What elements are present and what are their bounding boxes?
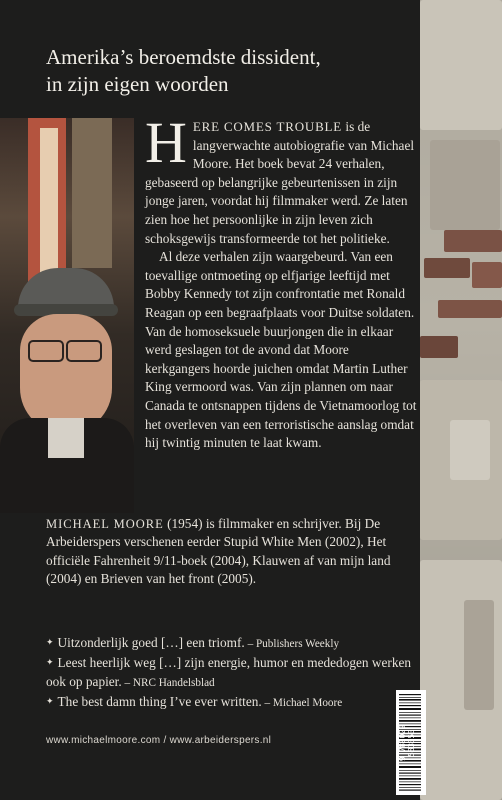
bullet-icon: ✦ <box>46 696 54 707</box>
tagline-line-2: in zijn eigen woorden <box>46 72 229 96</box>
isbn-number: 9 789029 583350 <box>398 724 416 762</box>
quote-source: – Michael Moore <box>261 697 343 710</box>
review-quote <box>46 633 418 653</box>
blurb-title-caps: ERE COMES TROUBLE <box>192 119 343 134</box>
bullet-icon: ✦ <box>46 637 54 647</box>
drop-cap: H <box>145 110 187 175</box>
blurb-paragraph-2: Al deze verhalen zijn waargebeurd. Van een toevallige ontmoeting op elfjarige leeftijd met Bobby Kennedy tot zijn confrontatie met Ronald Reagan op een begraafplaats voor Duitse soldaten. Van de homoseksuele buurjongen die in elkaar werd geslagen tot de avond dat Moore kerkgangers hoorde juichen omdat Martin Luther King vermoord was. Van zijn plannen om naar Canada te ontsnappen tijdens de Vietnamoorlog tot het overleven van een terroristische aanslag omdat hij twintig minuten te laat kwam. <box>145 249 417 451</box>
blurb <box>145 110 417 453</box>
review-quote <box>46 653 418 692</box>
tagline-line-1: Amerika’s beroemdste dissident, <box>46 45 321 69</box>
tagline <box>46 44 416 98</box>
review-quotes <box>46 633 418 713</box>
quote-text: Leest heerlijk weg […] zijn energie, humor en mededogen werken ook op papier. <box>46 655 412 689</box>
bullet-icon: ✦ <box>46 657 54 668</box>
review-quote <box>46 692 418 712</box>
author-bio-text: (1954) is filmmaker en schrijver. Bij De Arbeiderspers verschenen eerder Stupid White Men (2002), Het officiële Fahrenheit 9/11-boek (2004), Klauwen af van mijn land (2004) en Brieven van het front (2005). <box>46 516 391 587</box>
quote-source: – NRC Handelsblad <box>121 676 215 689</box>
blurb-paragraph-1: is de langverwachte autobiografie van Michael Moore. Het boek bevat 24 verhalen, gebaseerd op belangrijke gebeurtenissen in zijn jonge jaren, voordat hij filmmaker werd. Ze laten zien hoe het persoonlijke in zijn leven zich schoksgewijs transformeerde tot het politieke. <box>145 119 415 246</box>
quote-text: The best damn thing I’ve ever written. <box>57 694 262 710</box>
author-bio <box>46 515 418 589</box>
wall-texture-image <box>420 0 502 800</box>
quote-source: – Publishers Weekly <box>244 638 340 650</box>
quote-text: Uitzonderlijk goed […] een triomf. <box>57 635 245 650</box>
author-name: MICHAEL MOORE <box>46 517 164 531</box>
website-urls: www.michaelmoore.com / www.arbeiderspers.nl <box>46 735 272 746</box>
author-photo <box>0 118 134 513</box>
